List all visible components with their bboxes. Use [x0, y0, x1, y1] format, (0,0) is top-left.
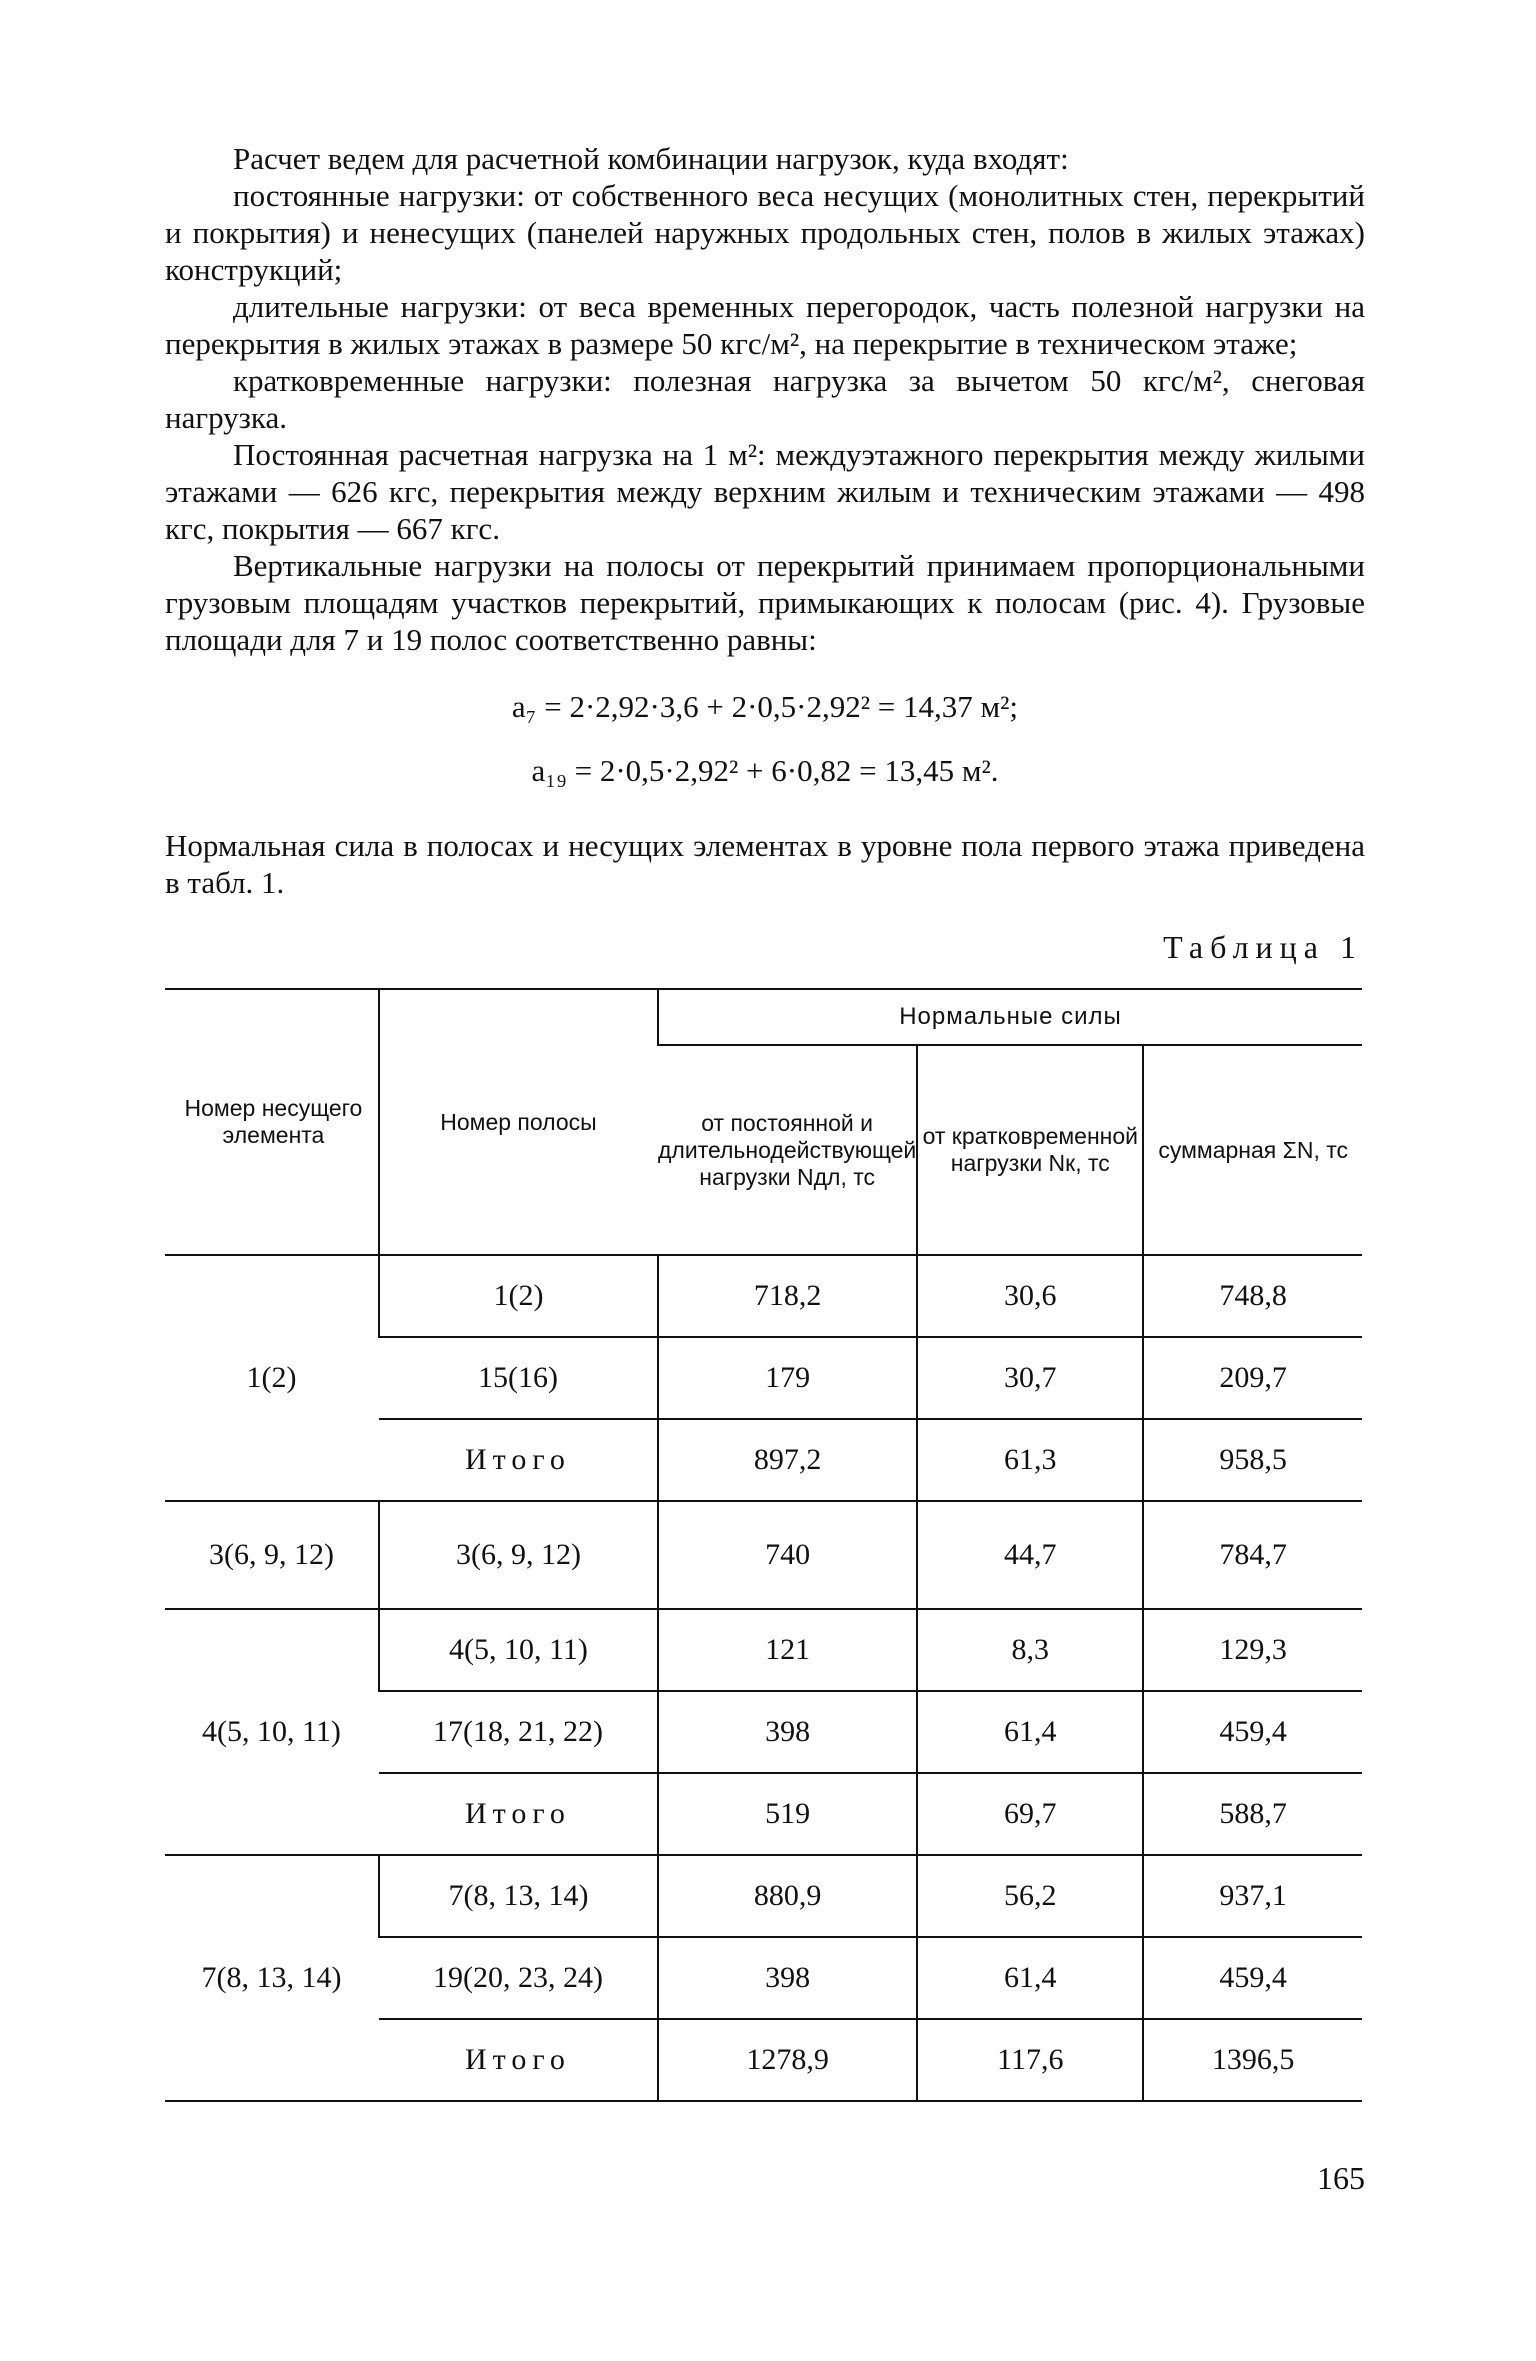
short-term-cell: 61,4 — [917, 1691, 1143, 1773]
long-term-cell: 740 — [658, 1501, 917, 1609]
element-cell: 4(5, 10, 11) — [165, 1609, 379, 1855]
header-long-term-load: от постоянной и длительнодействующей нагрузки Nдл, тс — [658, 1045, 917, 1255]
strip-cell: 4(5, 10, 11) — [379, 1609, 658, 1691]
short-term-cell: 56,2 — [917, 1855, 1143, 1937]
strip-cell: Итого — [379, 1773, 658, 1855]
long-term-cell: 718,2 — [658, 1255, 917, 1337]
header-strip-number: Номер полосы — [379, 989, 658, 1255]
page-content — [165, 140, 1365, 2102]
paragraph-permanent-design-load: Постоянная расчетная нагрузка на 1 м²: междуэтажного перекрытия между жилыми этажами — 626 кгс, перекрытия между верхним жилым и техническим этажами — 498 кгс, покрытия — 667 кгс. — [165, 437, 1365, 546]
strip-cell: 7(8, 13, 14) — [379, 1855, 658, 1937]
table-row — [165, 1255, 1362, 1337]
formula-a19: a₁₉ = 2·0,5·2,92² + 6·0,82 = 13,45 м². — [531, 753, 999, 788]
total-cell: 209,7 — [1143, 1337, 1362, 1419]
total-cell: 748,8 — [1143, 1255, 1362, 1337]
short-term-cell: 8,3 — [917, 1609, 1143, 1691]
paragraph-short-term-loads: кратковременные нагрузки: полезная нагрузка за вычетом 50 кгс/м², снеговая нагрузка. — [165, 363, 1365, 435]
normal-forces-table — [165, 988, 1362, 2102]
long-term-cell: 398 — [658, 1691, 917, 1773]
total-cell: 1396,5 — [1143, 2019, 1362, 2101]
table-row — [165, 1609, 1362, 1691]
element-cell: 7(8, 13, 14) — [201, 1961, 342, 1994]
short-term-cell: 30,6 — [917, 1255, 1143, 1337]
strip-cell: Итого — [379, 1419, 658, 1501]
total-cell: 459,4 — [1143, 1937, 1362, 2019]
table-row — [165, 1855, 1362, 1937]
paragraph-intro: Расчет ведем для расчетной комбинации нагрузок, куда входят: — [233, 141, 1069, 176]
total-cell: 937,1 — [1143, 1855, 1362, 1937]
long-term-cell: 179 — [658, 1337, 917, 1419]
long-term-cell: 880,9 — [658, 1855, 917, 1937]
strip-cell: 3(6, 9, 12) — [379, 1501, 658, 1609]
strip-cell: 15(16) — [379, 1337, 658, 1419]
strip-cell: 1(2) — [379, 1255, 658, 1337]
short-term-cell: 61,3 — [917, 1419, 1143, 1501]
long-term-cell: 121 — [658, 1609, 917, 1691]
table-row — [165, 1501, 1362, 1609]
header-short-term-load: от кратковременной нагрузки Nк, тс — [917, 1045, 1143, 1255]
long-term-cell: 897,2 — [658, 1419, 917, 1501]
element-cell: 1(2) — [165, 1255, 379, 1501]
strip-cell: Итого — [464, 2043, 571, 2076]
page-number: 165 — [1317, 2160, 1365, 2196]
header-normal-forces: Нормальные силы — [658, 989, 1362, 1045]
total-cell: 784,7 — [1143, 1501, 1362, 1609]
header-total-force: суммарная ΣN, тс — [1143, 1045, 1362, 1255]
total-cell: 588,7 — [1143, 1773, 1362, 1855]
strip-cell: 19(20, 23, 24) — [379, 1937, 658, 2019]
paragraph-normal-force: Нормальная сила в полосах и несущих элементах в уровне пола первого этажа приведена в табл. 1. — [165, 828, 1365, 900]
short-term-cell: 69,7 — [917, 1773, 1143, 1855]
short-term-cell: 117,6 — [917, 2019, 1143, 2101]
short-term-cell: 30,7 — [917, 1337, 1143, 1419]
paragraph-permanent-loads: постоянные нагрузки: от собственного веса несущих (монолитных стен, перекрытий и покрытия) и ненесущих (панелей наружных продольных стен, полов в жилых этажах) конструкций; — [165, 178, 1365, 287]
element-cell: 3(6, 9, 12) — [165, 1501, 379, 1609]
short-term-cell: 44,7 — [917, 1501, 1143, 1609]
paragraph-long-term-loads: длительные нагрузки: от веса временных перегородок, часть полезной нагрузки на перекрытия в жилых этажах в размере 50 кгс/м², на перекрытие в техническом этаже; — [165, 289, 1365, 361]
total-cell: 958,5 — [1143, 1419, 1362, 1501]
long-term-cell: 1278,9 — [658, 2019, 917, 2101]
table-caption: Таблица 1 — [1163, 929, 1363, 965]
total-cell: 459,4 — [1143, 1691, 1362, 1773]
paragraph-vertical-loads: Вертикальные нагрузки на полосы от перекрытий принимаем пропорциональными грузовым площадям участков перекрытий, примыкающих к полосам (рис. 4). Грузовые площади для 7 и 19 полос соответственно равны: — [165, 548, 1365, 657]
formula-a7: a₇ = 2·2,92·3,6 + 2·0,5·2,92² = 14,37 м²; — [511, 689, 1019, 724]
strip-cell: 17(18, 21, 22) — [379, 1691, 658, 1773]
long-term-cell: 398 — [658, 1937, 917, 2019]
long-term-cell: 519 — [658, 1773, 917, 1855]
short-term-cell: 61,4 — [917, 1937, 1143, 2019]
header-element-number: Номер несущего элемента — [165, 989, 379, 1255]
total-cell: 129,3 — [1143, 1609, 1362, 1691]
